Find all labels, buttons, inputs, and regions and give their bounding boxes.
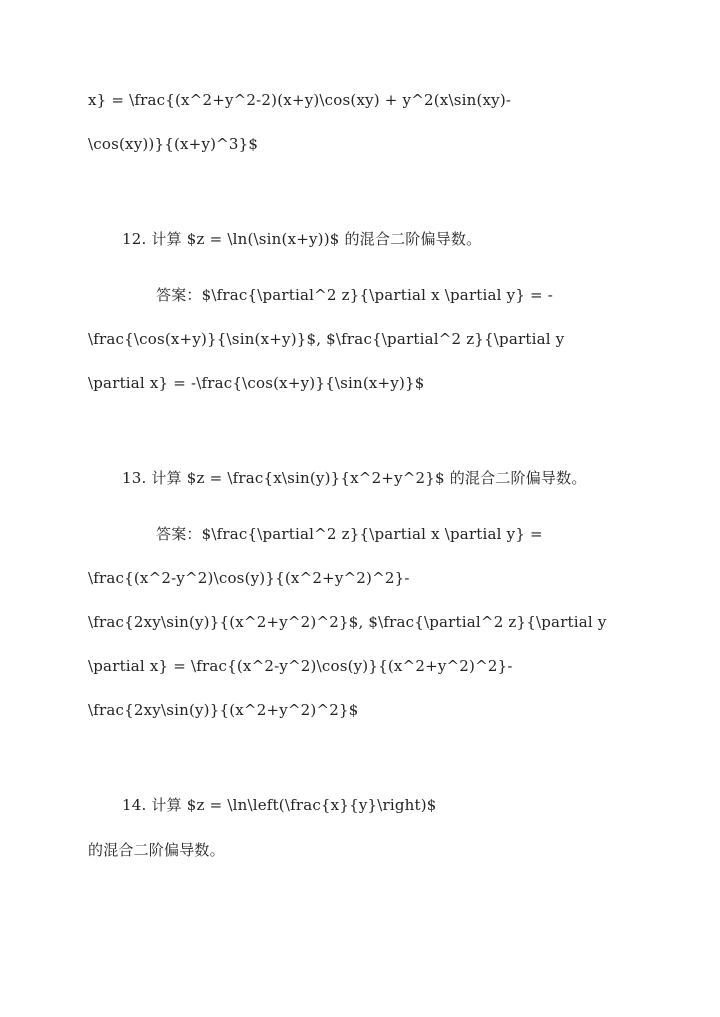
question-14: 14. 计算 $z = \ln\left(\frac{x}{y}\right)$ — [122, 796, 437, 814]
answer-13-line-1: 答案：$\frac{\partial^2 z}{\partial x \partial y} = — [156, 525, 543, 543]
question-14-line-2: 的混合二阶偏导数。 — [88, 841, 225, 859]
answer-13-line-4: \partial x} = \frac{(x^2-y^2)\cos(y)}{(x^2+y^2)^2}- — [88, 657, 513, 675]
answer-12-line-3: \partial x} = -\frac{\cos(x+y)}{\sin(x+y)}$ — [88, 374, 425, 392]
answer-13-line-5: \frac{2xy\sin(y)}{(x^2+y^2)^2}$ — [88, 701, 359, 719]
answer-12-line-2: \frac{\cos(x+y)}{\sin(x+y)}$, $\frac{\partial^2 z}{\partial y — [88, 330, 565, 348]
question-13: 13. 计算 $z = \frac{x\sin(y)}{x^2+y^2}$ 的混合二阶偏导数。 — [122, 469, 587, 487]
answer-13-line-2: \frac{(x^2-y^2)\cos(y)}{(x^2+y^2)^2}- — [88, 569, 410, 587]
answer-11-line-1: x} = \frac{(x^2+y^2-2)(x+y)\cos(xy) + y^2(x\sin(xy)- — [88, 91, 512, 109]
question-12: 12. 计算 $z = \ln(\sin(x+y))$ 的混合二阶偏导数。 — [122, 230, 482, 248]
answer-13-line-3: \frac{2xy\sin(y)}{(x^2+y^2)^2}$, $\frac{\partial^2 z}{\partial y — [88, 613, 607, 631]
answer-12-line-1: 答案：$\frac{\partial^2 z}{\partial x \partial y} = - — [156, 286, 554, 304]
answer-11-line-2: \cos(xy))}{(x+y)^3}$ — [88, 135, 259, 153]
